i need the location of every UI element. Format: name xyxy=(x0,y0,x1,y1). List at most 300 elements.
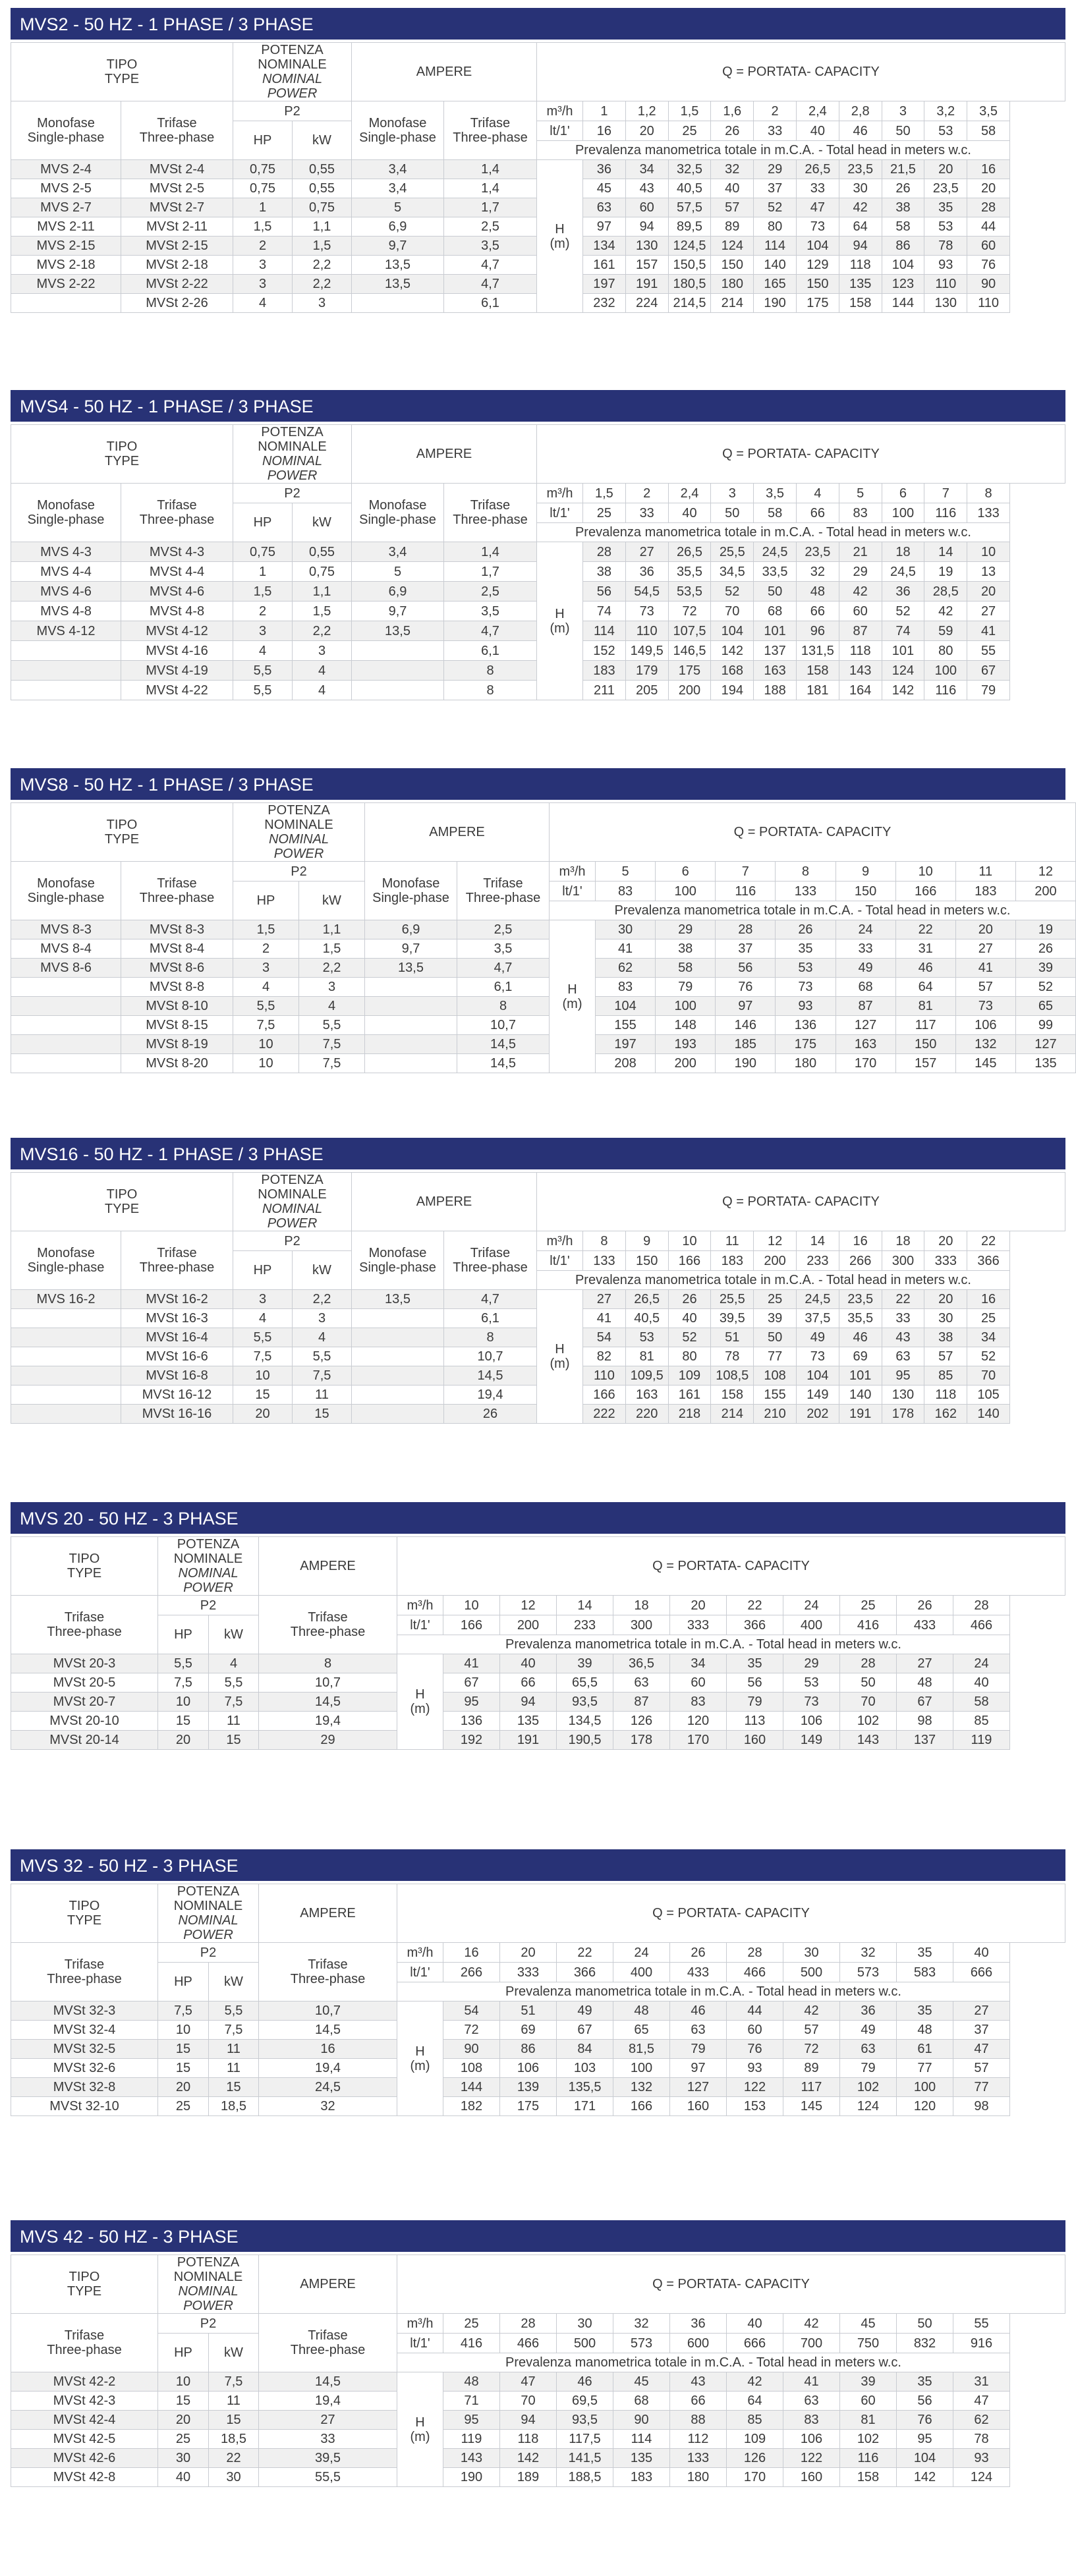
head-value: 54 xyxy=(443,2002,500,2021)
kw-value: 0,55 xyxy=(293,160,352,179)
header-row xyxy=(11,1596,1065,1615)
model-three-phase: MVSt 8-6 xyxy=(121,959,233,978)
flow-lt-value: 100 xyxy=(656,882,716,901)
head-value: 122 xyxy=(783,2449,840,2468)
flow-lt-value: 233 xyxy=(557,1615,613,1635)
flow-m3h-value: 11 xyxy=(955,862,1015,882)
flow-lt-value: 500 xyxy=(783,1963,840,1982)
head-value: 218 xyxy=(668,1405,711,1424)
ampere-three-phase: 39,5 xyxy=(259,2449,397,2468)
hp-value: 3 xyxy=(233,959,299,978)
power-label-en: NOMINAL xyxy=(262,454,323,468)
head-value: 48 xyxy=(796,582,839,602)
ampere-three-phase: 10,7 xyxy=(259,2002,397,2021)
head-value: 168 xyxy=(711,661,754,681)
header-row xyxy=(11,2334,1065,2353)
hp-value: 3 xyxy=(233,621,293,641)
head-value: 97 xyxy=(670,2059,727,2078)
head-unit-label xyxy=(397,2372,443,2487)
model-three-phase: MVSt 4-3 xyxy=(121,542,233,562)
head-value: 93 xyxy=(776,997,835,1016)
head-value: 144 xyxy=(443,2078,500,2097)
head-value: 40,5 xyxy=(668,179,711,198)
model-single-phase xyxy=(11,1386,121,1405)
three-phase-label-en: Three-phase xyxy=(139,1260,215,1275)
hp-value: 30 xyxy=(158,2449,209,2468)
head-value: 107,5 xyxy=(668,621,711,641)
head-value: 117 xyxy=(783,2078,840,2097)
three-phase-label-en: Three-phase xyxy=(290,1625,366,1639)
single-phase-label: Monofase xyxy=(37,876,95,891)
power-label: POTENZA xyxy=(261,425,324,439)
head-value: 80 xyxy=(924,641,967,661)
head-value: 150,5 xyxy=(668,256,711,275)
flow-lt-value: 166 xyxy=(668,1251,711,1271)
head-value: 29 xyxy=(783,1654,840,1673)
head-value: 79 xyxy=(656,978,716,997)
head-value: 93,5 xyxy=(557,2411,613,2430)
model-three-phase: MVSt 4-19 xyxy=(121,661,233,681)
single-phase-label-en: Single-phase xyxy=(359,130,436,145)
head-value: 136 xyxy=(443,1712,500,1731)
p2-header: P2 xyxy=(233,101,352,121)
hp-header: HP xyxy=(158,1963,209,2002)
head-value: 119 xyxy=(443,2430,500,2449)
head-value: 38 xyxy=(924,1328,967,1347)
single-phase-label-en: Single-phase xyxy=(27,130,105,145)
model-three-phase: MVSt 8-20 xyxy=(121,1054,233,1073)
ampere-three-phase: 4,7 xyxy=(457,959,550,978)
hp-value: 5,5 xyxy=(233,1328,293,1347)
flow-lt-value: 16 xyxy=(583,121,626,141)
model-three-phase: MVSt 2-26 xyxy=(121,294,233,313)
head-value: 108 xyxy=(443,2059,500,2078)
head-value: 197 xyxy=(596,1035,656,1054)
head-value: 141,5 xyxy=(557,2449,613,2468)
head-value: 57 xyxy=(783,2021,840,2040)
power-label-en: POWER xyxy=(267,468,318,483)
head-value: 24 xyxy=(835,920,895,939)
head-value: 93,5 xyxy=(557,1693,613,1712)
ampere-three-phase: 6,1 xyxy=(457,978,550,997)
head-value: 58 xyxy=(882,217,924,237)
model-single-phase xyxy=(11,661,121,681)
model-three-phase: MVSt 8-8 xyxy=(121,978,233,997)
three-phase-label: Trifase xyxy=(157,498,197,513)
head-value: 137 xyxy=(897,1731,953,1750)
pump-section xyxy=(11,2220,1065,2487)
kw-value: 4 xyxy=(299,997,365,1016)
head-value: 94 xyxy=(500,2411,557,2430)
head-value: 87 xyxy=(835,997,895,1016)
type-label: TIPO xyxy=(106,818,138,832)
hp-value: 1,5 xyxy=(233,217,293,237)
flow-m3h-value: 16 xyxy=(443,1943,500,1963)
type-header xyxy=(11,1537,158,1596)
single-phase-label: Monofase xyxy=(37,116,95,130)
p2-header: P2 xyxy=(233,862,365,882)
head-value: 94 xyxy=(500,1693,557,1712)
ampere-three-phase: 14,5 xyxy=(259,2372,397,2392)
head-value: 54 xyxy=(583,1328,626,1347)
head-label: H xyxy=(567,982,577,997)
three-phase-label: Trifase xyxy=(308,1957,348,1972)
kw-value: 15 xyxy=(209,2411,259,2430)
model-three-phase: MVSt 4-22 xyxy=(121,681,233,700)
pump-section xyxy=(11,1138,1065,1424)
head-value: 73 xyxy=(955,997,1015,1016)
model-three-phase: MVSt 8-10 xyxy=(121,997,233,1016)
power-label-en: NOMINAL xyxy=(178,2284,239,2299)
single-phase-header xyxy=(11,862,121,920)
flow-lt-value: 466 xyxy=(500,2334,557,2353)
ampere-three-phase: 24,5 xyxy=(259,2078,397,2097)
ampere-three-phase: 55,5 xyxy=(259,2468,397,2487)
head-value: 83 xyxy=(783,2411,840,2430)
hp-value: 5,5 xyxy=(158,1654,209,1673)
p2-header: P2 xyxy=(233,484,352,503)
head-value: 142 xyxy=(500,2449,557,2468)
flow-lt-value: 183 xyxy=(711,1251,754,1271)
head-value: 190 xyxy=(716,1054,776,1073)
head-value: 142 xyxy=(882,681,924,700)
ampere-single-phase xyxy=(365,1054,457,1073)
head-value: 108 xyxy=(754,1366,797,1386)
flow-m3h-value: 8 xyxy=(776,862,835,882)
model-three-phase: MVSt 2-4 xyxy=(121,160,233,179)
model-single-phase xyxy=(11,1016,121,1035)
head-value: 130 xyxy=(924,294,967,313)
flow-m3h-value: 10 xyxy=(443,1596,500,1615)
head-label: H xyxy=(415,1687,425,1702)
head-value: 118 xyxy=(924,1386,967,1405)
flow-lt-value: 40 xyxy=(796,121,839,141)
head-value: 16 xyxy=(967,160,1010,179)
p2-header: P2 xyxy=(233,1231,352,1251)
model-three-phase: MVSt 4-4 xyxy=(121,562,233,582)
head-value: 53 xyxy=(924,217,967,237)
head-value: 35,5 xyxy=(668,562,711,582)
head-value: 42 xyxy=(783,2002,840,2021)
three-phase-label: Trifase xyxy=(64,2328,105,2343)
model-three-phase: MVSt 32-3 xyxy=(11,2002,158,2021)
flow-m3h-value: 2 xyxy=(754,101,797,121)
head-value: 42 xyxy=(839,582,882,602)
head-value: 76 xyxy=(967,256,1010,275)
kw-header: kW xyxy=(293,503,352,542)
table-row xyxy=(11,1016,1076,1035)
flow-lt-value: 266 xyxy=(443,1963,500,1982)
head-value: 79 xyxy=(967,681,1010,700)
head-value: 113 xyxy=(727,1712,783,1731)
header-row xyxy=(11,2255,1065,2314)
head-value: 163 xyxy=(754,661,797,681)
ampere-single-phase xyxy=(352,661,444,681)
model-single-phase: MVS 4-3 xyxy=(11,542,121,562)
head-value: 49 xyxy=(796,1328,839,1347)
head-value: 120 xyxy=(670,1712,727,1731)
head-value: 97 xyxy=(583,217,626,237)
flow-unit-m3h: m³/h xyxy=(537,1231,583,1251)
head-value: 28 xyxy=(716,920,776,939)
head-value: 23,5 xyxy=(796,542,839,562)
flow-lt-value: 183 xyxy=(955,882,1015,901)
head-value: 160 xyxy=(727,1731,783,1750)
ampere-header: AMPERE xyxy=(352,425,537,484)
head-value: 152 xyxy=(583,641,626,661)
ampere-three-phase: 1,7 xyxy=(444,198,537,217)
flow-m3h-value: 30 xyxy=(783,1943,840,1963)
head-value: 106 xyxy=(783,1712,840,1731)
hp-value: 20 xyxy=(158,2078,209,2097)
performance-table xyxy=(11,424,1065,700)
flow-m3h-value: 3 xyxy=(882,101,924,121)
head-value: 123 xyxy=(882,275,924,294)
ampere-three-phase: 3,5 xyxy=(444,602,537,621)
kw-header: kW xyxy=(209,1963,259,2002)
head-value: 54,5 xyxy=(625,582,668,602)
total-head-caption: Prevalenza manometrica totale in m.C.A. - Total head in meters w.c. xyxy=(397,1982,1010,2002)
table-row xyxy=(11,2468,1065,2487)
flow-m3h-value: 12 xyxy=(754,1231,797,1251)
flow-m3h-value: 18 xyxy=(882,1231,924,1251)
head-value: 37 xyxy=(953,2021,1010,2040)
kw-value: 4 xyxy=(209,1654,259,1673)
head-value: 165 xyxy=(754,275,797,294)
flow-lt-value: 666 xyxy=(727,2334,783,2353)
table-row xyxy=(11,2097,1065,2116)
power-label-en: POWER xyxy=(183,2299,233,2313)
flow-m3h-value: 20 xyxy=(670,1596,727,1615)
head-value: 66 xyxy=(670,2392,727,2411)
ampere-single-phase-header xyxy=(352,101,444,160)
head-value: 53 xyxy=(776,959,835,978)
head-value: 25,5 xyxy=(711,542,754,562)
head-value: 129 xyxy=(796,256,839,275)
head-value: 135 xyxy=(500,1712,557,1731)
nominal-power-header xyxy=(233,803,365,862)
flow-lt-value: 116 xyxy=(716,882,776,901)
table-row xyxy=(11,939,1076,959)
head-value: 143 xyxy=(839,661,882,681)
type-label-en: TYPE xyxy=(104,72,140,86)
head-value: 160 xyxy=(783,2468,840,2487)
head-value: 220 xyxy=(625,1405,668,1424)
three-phase-label: Trifase xyxy=(64,1610,105,1625)
flow-lt-value: 233 xyxy=(796,1251,839,1271)
head-label: H xyxy=(555,1342,565,1357)
head-value: 85 xyxy=(953,1712,1010,1731)
head-value: 41 xyxy=(955,959,1015,978)
type-header xyxy=(11,1173,233,1231)
flow-lt-value: 583 xyxy=(897,1963,953,1982)
model-three-phase: MVSt 2-7 xyxy=(121,198,233,217)
hp-value: 5,5 xyxy=(233,661,293,681)
flow-m3h-value: 5 xyxy=(596,862,656,882)
head-value: 124 xyxy=(711,237,754,256)
head-unit-label xyxy=(397,1654,443,1750)
head-value: 41 xyxy=(783,2372,840,2392)
three-phase-label-en: Three-phase xyxy=(290,1972,366,1986)
head-value: 140 xyxy=(754,256,797,275)
kw-value: 3 xyxy=(293,1309,352,1328)
head-value: 47 xyxy=(953,2392,1010,2411)
model-three-phase: MVSt 32-6 xyxy=(11,2059,158,2078)
hp-header: HP xyxy=(233,121,293,160)
model-three-phase: MVSt 8-3 xyxy=(121,920,233,939)
kw-value: 5,5 xyxy=(209,2002,259,2021)
model-three-phase: MVSt 16-2 xyxy=(121,1290,233,1309)
head-value: 164 xyxy=(839,681,882,700)
head-value: 70 xyxy=(840,1693,897,1712)
head-value: 70 xyxy=(500,2392,557,2411)
nominal-power-header xyxy=(158,1537,259,1596)
head-value: 27 xyxy=(967,602,1010,621)
single-phase-header xyxy=(11,1231,121,1290)
nominal-power-header xyxy=(233,43,352,101)
head-value: 72 xyxy=(443,2021,500,2040)
flow-m3h-value: 18 xyxy=(613,1596,670,1615)
head-value: 135 xyxy=(1015,1054,1075,1073)
head-value: 97 xyxy=(716,997,776,1016)
flow-m3h-value: 7 xyxy=(924,484,967,503)
hp-value: 7,5 xyxy=(233,1016,299,1035)
kw-value: 11 xyxy=(209,1712,259,1731)
kw-value: 18,5 xyxy=(209,2430,259,2449)
head-value: 34 xyxy=(670,1654,727,1673)
table-row xyxy=(11,2040,1065,2059)
head-value: 136 xyxy=(776,1016,835,1035)
flow-lt-value: 666 xyxy=(953,1963,1010,1982)
header-row xyxy=(11,803,1076,862)
single-phase-label-en: Single-phase xyxy=(372,891,449,905)
head-value: 153 xyxy=(727,2097,783,2116)
flow-m3h-value: 8 xyxy=(583,1231,626,1251)
head-value: 60 xyxy=(625,198,668,217)
head-value: 100 xyxy=(613,2059,670,2078)
type-label: TIPO xyxy=(106,439,138,454)
model-three-phase: MVSt 32-5 xyxy=(11,2040,158,2059)
head-value: 148 xyxy=(656,1016,716,1035)
kw-value: 2,2 xyxy=(293,1290,352,1309)
three-phase-label: Trifase xyxy=(157,876,197,891)
single-phase-label-en: Single-phase xyxy=(27,891,105,905)
head-value: 61 xyxy=(897,2040,953,2059)
head-value: 158 xyxy=(840,2468,897,2487)
model-three-phase: MVSt 42-4 xyxy=(11,2411,158,2430)
flow-lt-value: 40 xyxy=(668,503,711,523)
three-phase-label: Trifase xyxy=(470,116,511,130)
head-value: 100 xyxy=(897,2078,953,2097)
head-value: 86 xyxy=(882,237,924,256)
head-value: 24,5 xyxy=(796,1290,839,1309)
head-value: 74 xyxy=(882,621,924,641)
head-value: 117 xyxy=(895,1016,955,1035)
ampere-three-phase: 2,5 xyxy=(444,217,537,237)
head-value: 79 xyxy=(840,2059,897,2078)
head-value: 116 xyxy=(840,2449,897,2468)
head-value: 170 xyxy=(835,1054,895,1073)
header-row xyxy=(11,1615,1065,1635)
head-value: 86 xyxy=(500,2040,557,2059)
head-value: 33 xyxy=(835,939,895,959)
head-value: 67 xyxy=(897,1693,953,1712)
flow-lt-value: 433 xyxy=(670,1963,727,1982)
head-value: 94 xyxy=(839,237,882,256)
flow-m3h-value: 55 xyxy=(953,2314,1010,2334)
head-value: 40 xyxy=(953,1673,1010,1693)
head-value: 211 xyxy=(583,681,626,700)
flow-lt-value: 25 xyxy=(583,503,626,523)
head-value: 190 xyxy=(754,294,797,313)
flow-m3h-value: 3,5 xyxy=(754,484,797,503)
head-value: 146,5 xyxy=(668,641,711,661)
head-value: 90 xyxy=(967,275,1010,294)
model-three-phase: MVSt 16-16 xyxy=(121,1405,233,1424)
head-value: 118 xyxy=(839,256,882,275)
head-value: 106 xyxy=(783,2430,840,2449)
model-three-phase: MVSt 2-5 xyxy=(121,179,233,198)
flow-lt-value: 400 xyxy=(783,1615,840,1635)
kw-header: kW xyxy=(209,1615,259,1654)
flow-m3h-value: 26 xyxy=(670,1943,727,1963)
head-value: 20 xyxy=(967,179,1010,198)
head-value: 118 xyxy=(500,2430,557,2449)
head-value: 50 xyxy=(754,582,797,602)
head-value: 21 xyxy=(839,542,882,562)
total-head-caption: Prevalenza manometrica totale in m.C.A. - Total head in meters w.c. xyxy=(537,141,1010,160)
ampere-three-phase: 3,5 xyxy=(444,237,537,256)
table-row xyxy=(11,2059,1065,2078)
kw-value: 7,5 xyxy=(293,1366,352,1386)
model-three-phase: MVSt 2-11 xyxy=(121,217,233,237)
flow-m3h-value: 2,8 xyxy=(839,101,882,121)
hp-value: 3 xyxy=(233,256,293,275)
model-single-phase: MVS 16-2 xyxy=(11,1290,121,1309)
head-value: 19 xyxy=(1015,920,1075,939)
model-three-phase: MVSt 4-16 xyxy=(121,641,233,661)
head-value: 50 xyxy=(754,1328,797,1347)
flow-lt-value: 333 xyxy=(924,1251,967,1271)
head-value: 24,5 xyxy=(882,562,924,582)
head-value: 127 xyxy=(1015,1035,1075,1054)
head-value: 106 xyxy=(955,1016,1015,1035)
hp-value: 4 xyxy=(233,978,299,997)
model-three-phase: MVSt 42-3 xyxy=(11,2392,158,2411)
head-value: 155 xyxy=(596,1016,656,1035)
three-phase-label-en: Three-phase xyxy=(47,2343,122,2357)
ampere-three-phase: 4,7 xyxy=(444,621,537,641)
head-value: 39,5 xyxy=(711,1309,754,1328)
head-value: 69 xyxy=(500,2021,557,2040)
single-phase-label: Monofase xyxy=(382,876,440,891)
ampere-single-phase-header xyxy=(365,862,457,920)
flow-lt-value: 150 xyxy=(625,1251,668,1271)
power-label-en: NOMINAL xyxy=(262,1202,323,1216)
head-value: 35 xyxy=(897,2372,953,2392)
flow-unit-m3h: m³/h xyxy=(537,484,583,503)
head-value: 84 xyxy=(557,2040,613,2059)
three-phase-header xyxy=(121,101,233,160)
head-value: 19 xyxy=(924,562,967,582)
head-value: 110 xyxy=(967,294,1010,313)
table-row xyxy=(11,1673,1065,1693)
head-value: 139 xyxy=(500,2078,557,2097)
head-value: 88 xyxy=(670,2411,727,2430)
head-value: 89,5 xyxy=(668,217,711,237)
hp-header: HP xyxy=(233,503,293,542)
flow-m3h-value: 22 xyxy=(557,1943,613,1963)
